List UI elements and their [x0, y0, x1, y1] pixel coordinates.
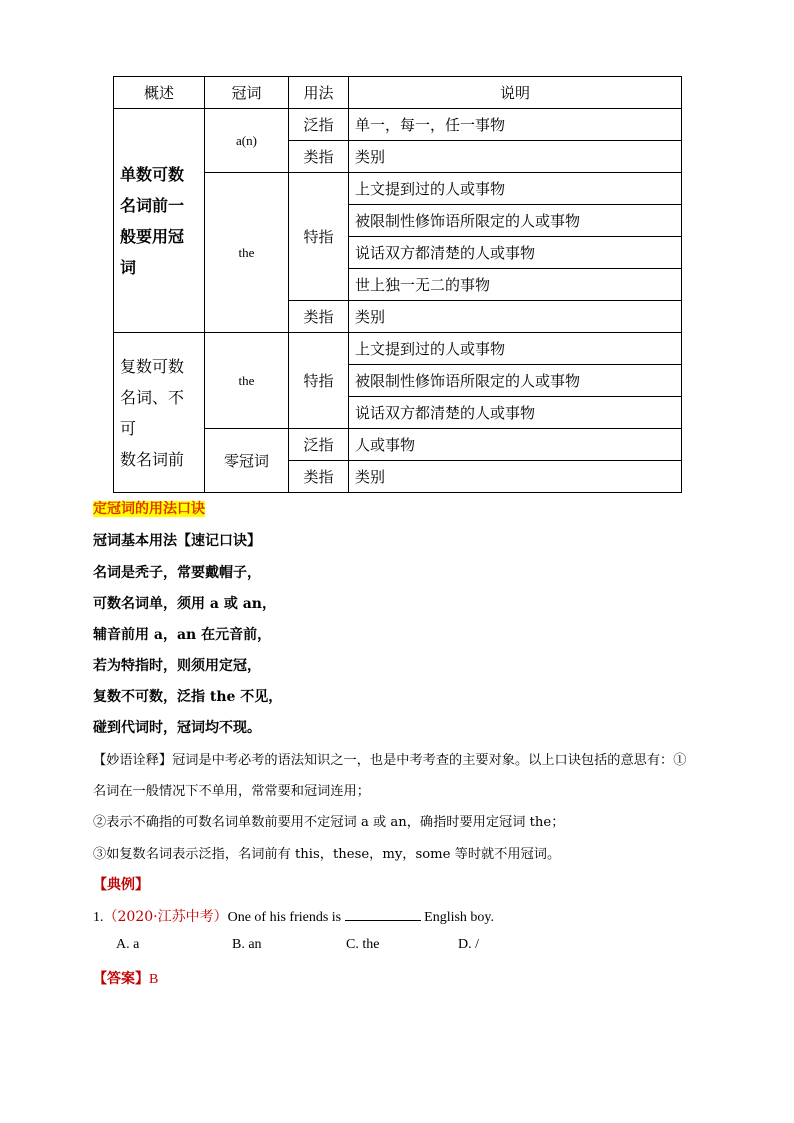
header-article: 冠词 — [205, 77, 289, 109]
article-usage-table — [113, 76, 682, 493]
description-cell: 说话双方都清楚的人或事物 — [349, 397, 682, 429]
explain-line: ②表示不确指的可数名词单数前要用不定冠词 a 或 an，确指时要用定冠词 the； — [93, 815, 565, 830]
table-row — [114, 333, 682, 365]
overview-line: 名词前一 — [120, 195, 185, 215]
rhyme-title: 冠词基本用法【速记口诀】 — [93, 533, 261, 549]
rhyme-line: 辅音前用 a，an 在元音前， — [93, 627, 272, 643]
overview-line: 复数可数 — [120, 356, 185, 376]
description-cell: 类别 — [349, 301, 682, 333]
description-cell: 世上独一无二的事物 — [349, 269, 682, 301]
rhyme-line: 复数不可数，泛指 the 不见， — [93, 689, 283, 705]
overview-line: 词 — [120, 257, 137, 277]
description-cell: 人或事物 — [349, 429, 682, 461]
article-the: the — [205, 333, 289, 429]
option-b: B. an — [232, 937, 262, 952]
header-description: 说明 — [349, 77, 682, 109]
rhyme-line: 若为特指时，则须用定冠， — [93, 658, 261, 674]
article-a-an: a(n) — [205, 109, 289, 173]
description-cell: 上文提到过的人或事物 — [349, 173, 682, 205]
answer-label: 【答案】 — [93, 971, 149, 987]
section-heading — [93, 498, 205, 518]
option-c: C. the — [346, 937, 380, 952]
answer-value: B — [149, 972, 159, 987]
description-cell: 上文提到过的人或事物 — [349, 333, 682, 365]
overview-plural-uncountable — [114, 333, 205, 493]
usage-cell: 类指 — [289, 301, 349, 333]
highlighted-heading: 定冠词的用法口诀 — [93, 501, 205, 517]
usage-cell: 类指 — [289, 461, 349, 493]
option-a: A. a — [116, 937, 140, 952]
answer-line — [93, 968, 158, 988]
usage-cell: 泛指 — [289, 109, 349, 141]
usage-cell: 泛指 — [289, 429, 349, 461]
usage-cell: 特指 — [289, 333, 349, 429]
explain-line: 名词在一般情况下不单用，常常要和冠词连用； — [93, 784, 370, 799]
overview-line: 名词、不可 — [120, 387, 185, 438]
description-cell: 类别 — [349, 461, 682, 493]
header-usage: 用法 — [289, 77, 349, 109]
table-row — [114, 109, 682, 141]
rhyme-line: 可数名词单，须用 a 或 an， — [93, 596, 276, 612]
description-cell: 类别 — [349, 141, 682, 173]
rhyme-line: 碰到代词时，冠词均不现。 — [93, 720, 261, 736]
article-the: the — [205, 173, 289, 333]
description-cell: 说话双方都清楚的人或事物 — [349, 237, 682, 269]
answer-blank — [345, 908, 421, 921]
explain-line: ③如复数名词表示泛指，名词前有 this，these，my，some 等时就不用冠词。 — [93, 847, 561, 862]
description-cell: 被限制性修饰语所限定的人或事物 — [349, 365, 682, 397]
question-text-before: One of his friends is — [227, 910, 345, 925]
example-label: 【典例】 — [93, 877, 149, 893]
overview-line: 般要用冠 — [120, 226, 185, 246]
question-stem — [93, 906, 494, 926]
table-header-row — [114, 77, 682, 109]
overview-line: 数名词前 — [120, 449, 185, 469]
question-number: 1. — [93, 910, 104, 925]
description-cell: 单一，每一，任一事物 — [349, 109, 682, 141]
overview-singular-countable — [114, 109, 205, 333]
description-cell: 被限制性修饰语所限定的人或事物 — [349, 205, 682, 237]
option-d: D. / — [458, 937, 479, 952]
question-source: （2020·江苏中考） — [103, 909, 228, 925]
header-overview: 概述 — [114, 77, 205, 109]
explain-line: 【妙语诠释】冠词是中考必考的语法知识之一，也是中考考查的主要对象。以上口诀包括的意思有：① — [93, 753, 687, 768]
article-zero: 零冠词 — [205, 429, 289, 493]
overview-line: 单数可数 — [120, 164, 185, 184]
question-text-after: English boy. — [420, 910, 495, 925]
usage-cell: 特指 — [289, 173, 349, 301]
rhyme-line: 名词是秃子，常要戴帽子， — [93, 565, 261, 581]
usage-cell: 类指 — [289, 141, 349, 173]
